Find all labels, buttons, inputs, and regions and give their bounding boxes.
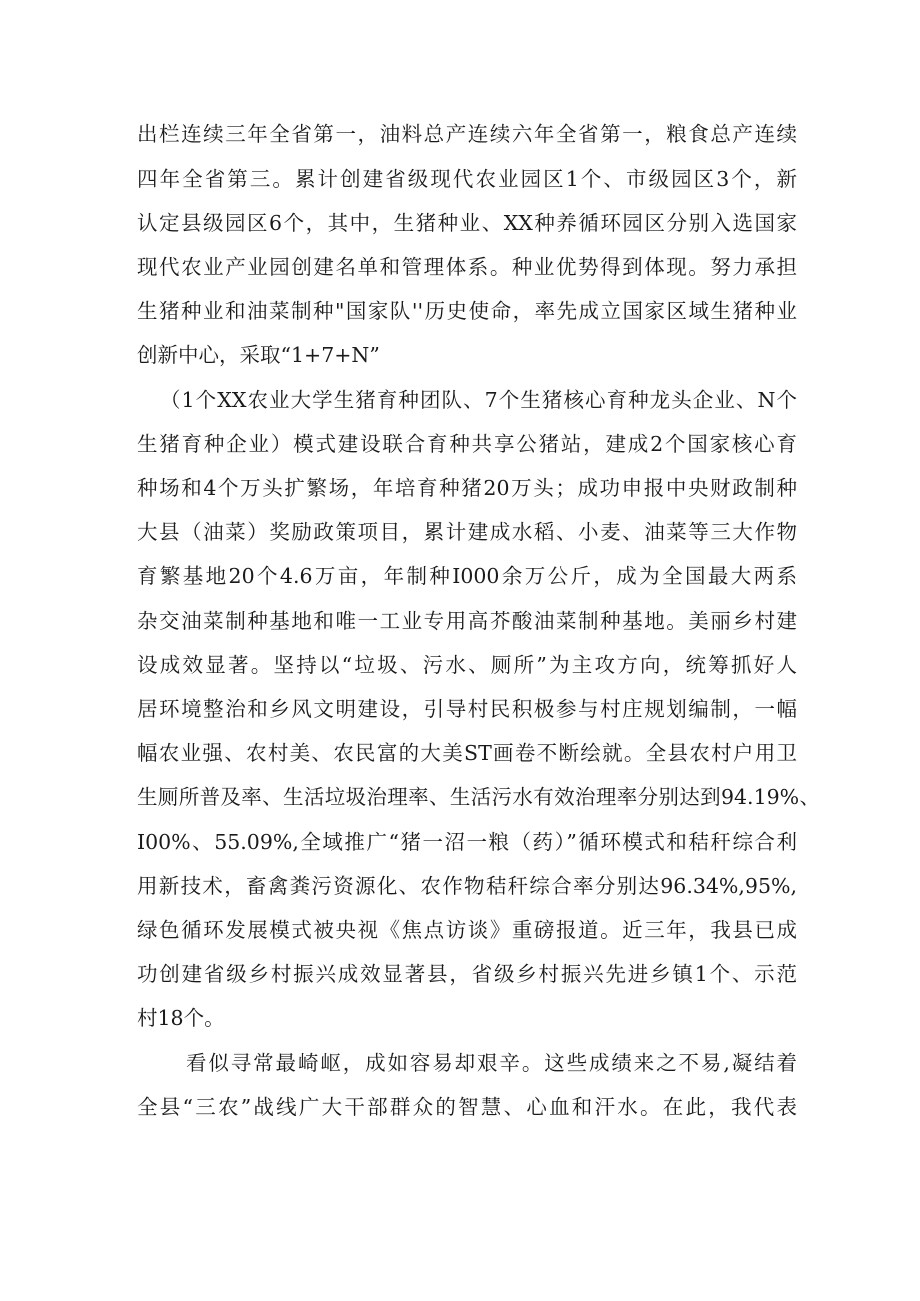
text-line: 村18个。 (137, 1006, 225, 1030)
text-line: 生猪育种企业）模式建设联合育种共享公猪站，建成2个国家核心育 (137, 432, 797, 456)
text-line: 绿色循环发展模式被央视《焦点访谈》重磅报道。近三年，我县已成 (137, 918, 797, 942)
text-line: 居环境整治和乡风文明建设，引导村民积极参与村庄规划编制，一幅 (137, 697, 797, 721)
text-line: 设成效显著。坚持以“垃圾、污水、厕所”为主攻方向，统筹抓好人 (137, 653, 797, 677)
text-line: 生厕所普及率、生活垃圾治理率、生活污水有效治理率分别达到94.19%、 (137, 785, 820, 809)
text-line: 用新技术，畜禽粪污资源化、农作物秸秆综合率分别达96.34%,95%, (137, 874, 797, 898)
text-line: 出栏连续三年全省第一，油料总产连续六年全省第一，粮食总产连续 (137, 122, 797, 146)
text-line: 幅农业强、农村美、农民富的大美ST画卷不断绘就。全县农村户用卫 (137, 741, 797, 765)
text-line: 杂交油菜制种基地和唯一工业专用高芥酸油菜制种基地。美丽乡村建 (137, 609, 797, 633)
text-line: 创新中心，采取“1+7+N” (137, 343, 380, 367)
text-line: 生猪种业和油菜制种"国家队''历史使命，率先成立国家区域生猪种业 (137, 299, 797, 323)
text-line: 种场和4个万头扩繁场，年培育种猪20万头；成功申报中央财政制种 (137, 476, 797, 500)
text-line: I00%、55.09%,全域推广“猪一沼一粮（药）”循环模式和秸秆综合利 (137, 830, 797, 854)
text-line: 现代农业产业园创建名单和管理体系。种业优势得到体现。努力承担 (137, 255, 797, 279)
text-line: 全县“三农”战线广大干部群众的智慧、心血和汗水。在此，我代表 (137, 1095, 797, 1119)
text-line: （1个XX农业大学生猪育种团队、7个生猪核心育种龙头企业、N个 (160, 388, 797, 412)
text-line: 大县（油菜）奖励政策项目，累计建成水稻、小麦、油菜等三大作物 (137, 520, 797, 544)
text-line: 认定县级园区6个，其中，生猪种业、XX种养循环园区分别入选国家 (137, 211, 797, 235)
text-line: 功创建省级乡村振兴成效显著县，省级乡村振兴先进乡镇1个、示范 (137, 962, 797, 986)
text-line: 看似寻常最崎岖，成如容易却艰辛。这些成绩来之不易,凝结着 (186, 1051, 797, 1075)
text-line: 四年全省第三。累计创建省级现代农业园区1个、市级园区3个，新 (137, 167, 797, 191)
text-line: 育繁基地20个4.6万亩，年制种I000余万公斤，成为全国最大两系 (137, 564, 797, 588)
